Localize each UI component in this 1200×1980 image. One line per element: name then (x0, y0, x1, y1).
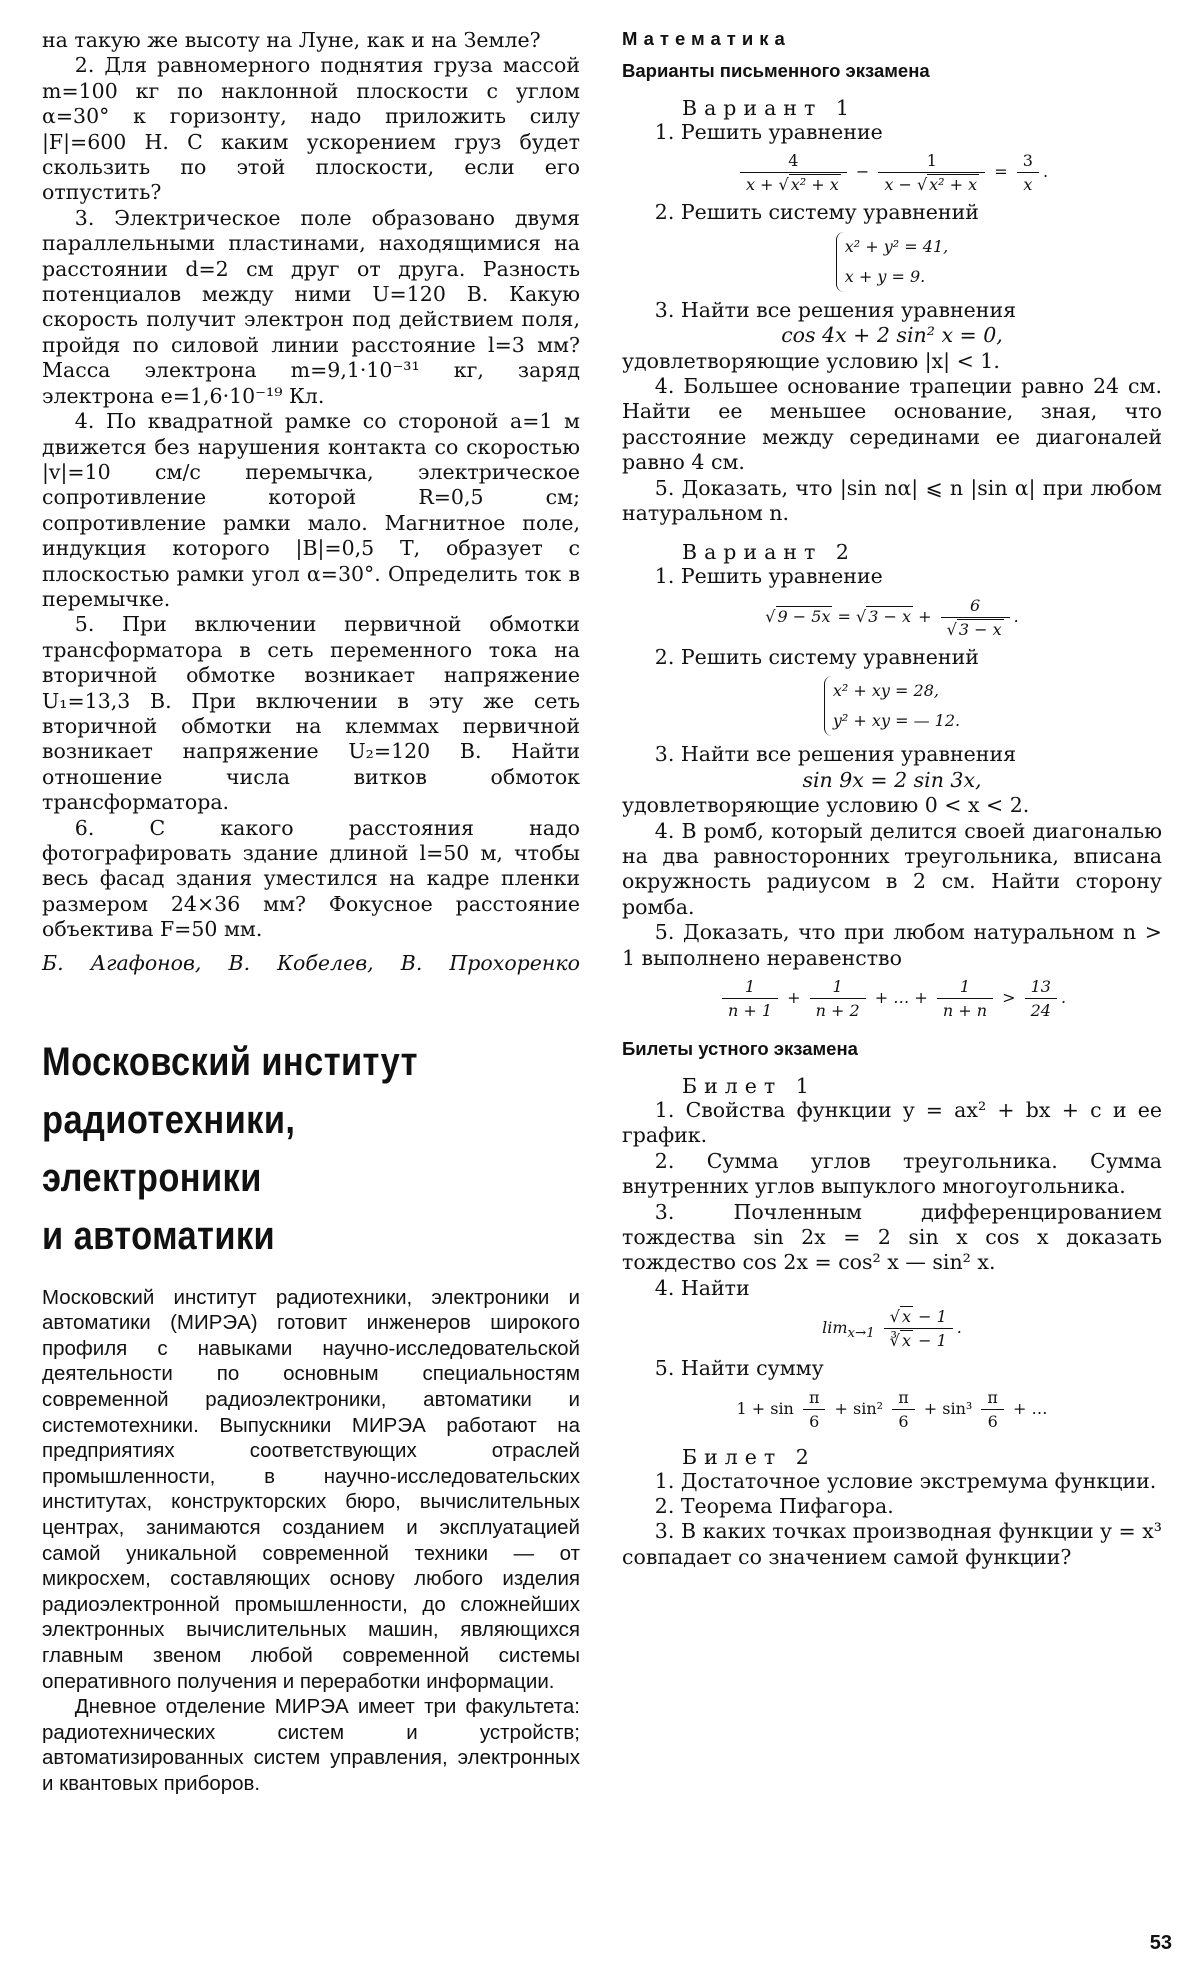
task: 2. Решить систему уравнений (654, 644, 979, 669)
fraction: $\frac{1}{\text{x − √ x² + x}}$ (878, 151, 985, 194)
paragraph: на такую же высоту на Луне, как и на Земле? (42, 28, 541, 52)
system-line: y² + xy = — 12. (832, 711, 961, 731)
task: удовлетворяющие условию 0 < x < 2. (622, 793, 1030, 818)
fraction: $\frac{4}{\text{x + √ x² + x}}$ (740, 151, 847, 194)
task: 5. Доказать, что |sin nα| ⩽ n |sin α| при любом натуральном n. (622, 475, 1162, 526)
intro-paragraph: Московский институт радиотехники, электроники и автоматики (МИРЭА) готовит инженеров широкого профиля с навыками научно-исследовательской деятельности по основным специальностям современной радиоэлектроники, автоматики и системотехники. Выпускники МИРЭА работают на предприятиях соответствующих отраслей промышленности, в научно-исследовательских институтах, конструкторских бюро, вычислительных центрах, занимаются созданием и эксплуатацией самой уникальной современной техники — от микросхем, составляющих основу любого изделия радиоэлектронной промышленности, до сложнейших электронных вычислительных машин, являющихся главным звеном любой современной системы оперативного получения и переработки информации. (42, 1285, 580, 1693)
variant-label: Вариант 2 (682, 540, 856, 565)
subsection-heading: Билеты устного экзамена (622, 1037, 858, 1059)
system-line: x² + y² = 41, (844, 236, 949, 256)
section-heading: Математика (622, 28, 791, 49)
ticket-label: Билет 1 (682, 1073, 816, 1098)
task: 3. Почленным дифференцированием тождества sin 2x = 2 sin x cos x доказать тождество cos 2x = cos² x — sin² x. (622, 1199, 1162, 1275)
task: 2. Сумма углов треугольника. Сумма внутренних углов выпуклого многоугольника. (622, 1148, 1162, 1199)
problem-3: 3. Электрическое поле образовано двумя параллельными пластинами, находящимися на расстоянии d=2 см друг от друга. Разность потенциалов между ними U=120 В. Какую скорость получит электрон под действием поля, пройдя по силовой линии расстояние l=3 мм? Масса электрона m=9,1·10⁻³¹ кг, заряд электрона e=1,6·10⁻¹⁹ Кл. (42, 205, 580, 408)
task: 1. Решить уравнение (654, 564, 883, 589)
right-column (622, 28, 1162, 1570)
task: 1. Решить уравнение (654, 120, 883, 144)
article-title (42, 1033, 505, 1265)
problem-5: 5. При включении первичной обмотки трансформатора в сеть переменного тока на вторичной обмотке возникает напряжение U₁=13,3 В. При включении в эту же сеть вторичной обмотки на клеммах первичной возникает напряжение U₂=120 В. Найти отношение числа витков обмоток трансформатора. (42, 612, 580, 815)
system-line: x + y = 9. (844, 266, 926, 286)
equation: $\frac{4}{\text{x + √ x² + x}}$ − $\frac{1}{\text{x − √ x² + x}}$ = $\frac{3}{x}$ . (622, 151, 1162, 194)
problem-2: 2. Для равномерного поднятия груза массой m=100 кг по наклонной плоскости с углом α=30° к горизонту, надо приложить силу |F|=600 Н. С каким ускорением груз будет скользить по этой плоскости, если его отпустить? (42, 53, 580, 205)
task: 2. Теорема Пифагора. (654, 1494, 894, 1518)
system-line: x² + xy = 28, (832, 681, 939, 701)
task: 1. Достаточное условие экстремума функции. (654, 1468, 1157, 1493)
task: 3. Найти все решения уравнения (654, 297, 1017, 322)
authors: Б. Агафонов, В. Кобелев, В. Прохоренко (42, 950, 580, 975)
intro-paragraph: Дневное отделение МИРЭА имеет три факультета: радиотехнических систем и устройств; автоматизированных систем управления, электронных и квантовых приборов. (42, 1695, 580, 1795)
problem-6: 6. С какого расстояния надо фотографировать здание длиной l=50 м, чтобы весь фасад здания уместился на кадре пленки размером 24×36 мм? Фокусное расстояние объектива F=50 мм. (42, 815, 580, 942)
task: 3. В каких точках производная функции y = x³ совпадает со значением самой функции? (622, 1519, 1162, 1569)
system (622, 676, 1162, 736)
left-column (42, 28, 580, 1797)
equation: √ 9 − 5x = √ 3 − x + $\frac{6}{√ 3 - x}$ . (765, 595, 1019, 639)
fraction: $\frac{3}{x}$ (1017, 151, 1039, 194)
task: 2. Решить систему уравнений (654, 200, 979, 225)
task: 4. В ромб, который делится своей диагональю на два равносторонних треугольника, вписана окружность радиусом в 2 см. Найти сторону ромба. (622, 818, 1162, 919)
variant-label: Вариант 1 (682, 96, 856, 120)
title-line: радиотехники, электроники (42, 1097, 296, 1200)
ticket-label: Билет 2 (682, 1444, 816, 1469)
task: 3. Найти все решения уравнения (654, 742, 1017, 767)
page-number: 53 (1149, 1932, 1172, 1954)
system (622, 232, 1162, 292)
problem-4: 4. По квадратной рамке со стороной a=1 м движется без нарушения контакта со скоростью |v|=10 см/с перемычка, электрическое сопротивление которой R=0,5 см; сопротивление рамки мало. Магнитное поле, индукция которого |B|=0,5 Т, образует с плоскостью рамки угол α=30°. Определить ток в перемычке. (42, 409, 580, 611)
task: 4. Большее основание трапеции равно 24 см. Найти ее меньшее основание, зная, что расстояние между серединами ее диагоналей равно 4 см. (622, 374, 1162, 475)
limit-formula: $\lim_{x\to 1}$ $\frac{√ x - 1}{∛ x - 1}$ . (822, 1307, 962, 1351)
task: 5. Доказать, что при любом натуральном n > 1 выполнено неравенство (622, 920, 1162, 970)
task: удовлетворяющие условию |x| < 1. (622, 348, 1000, 373)
equation-line: sin 9x = 2 sin 3x, (802, 767, 982, 792)
sum-formula: 1 + sin $\frac{\pi}{6}$ + sin² $\frac{\pi}{6}$ + sin³ $\frac{\pi}{6}$ + … (736, 1387, 1048, 1431)
task: 1. Свойства функции y = ax² + bx + c и ее график. (622, 1097, 1162, 1148)
subsection-heading: Варианты письменного экзамена (622, 60, 930, 81)
inequality: $\frac{1}{n + 1}$ + $\frac{1}{n + 2}$ + … + $\frac{1}{n + n}$ > $\frac{13}{24}$ . (622, 977, 1162, 1020)
task: 4. Найти (654, 1275, 750, 1300)
title-line: Московский институт (42, 1039, 418, 1084)
title-line: и автоматики (42, 1213, 276, 1258)
task: 5. Найти сумму (654, 1356, 824, 1381)
equation-line: cos 4x + 2 sin² x = 0, (781, 323, 1003, 348)
